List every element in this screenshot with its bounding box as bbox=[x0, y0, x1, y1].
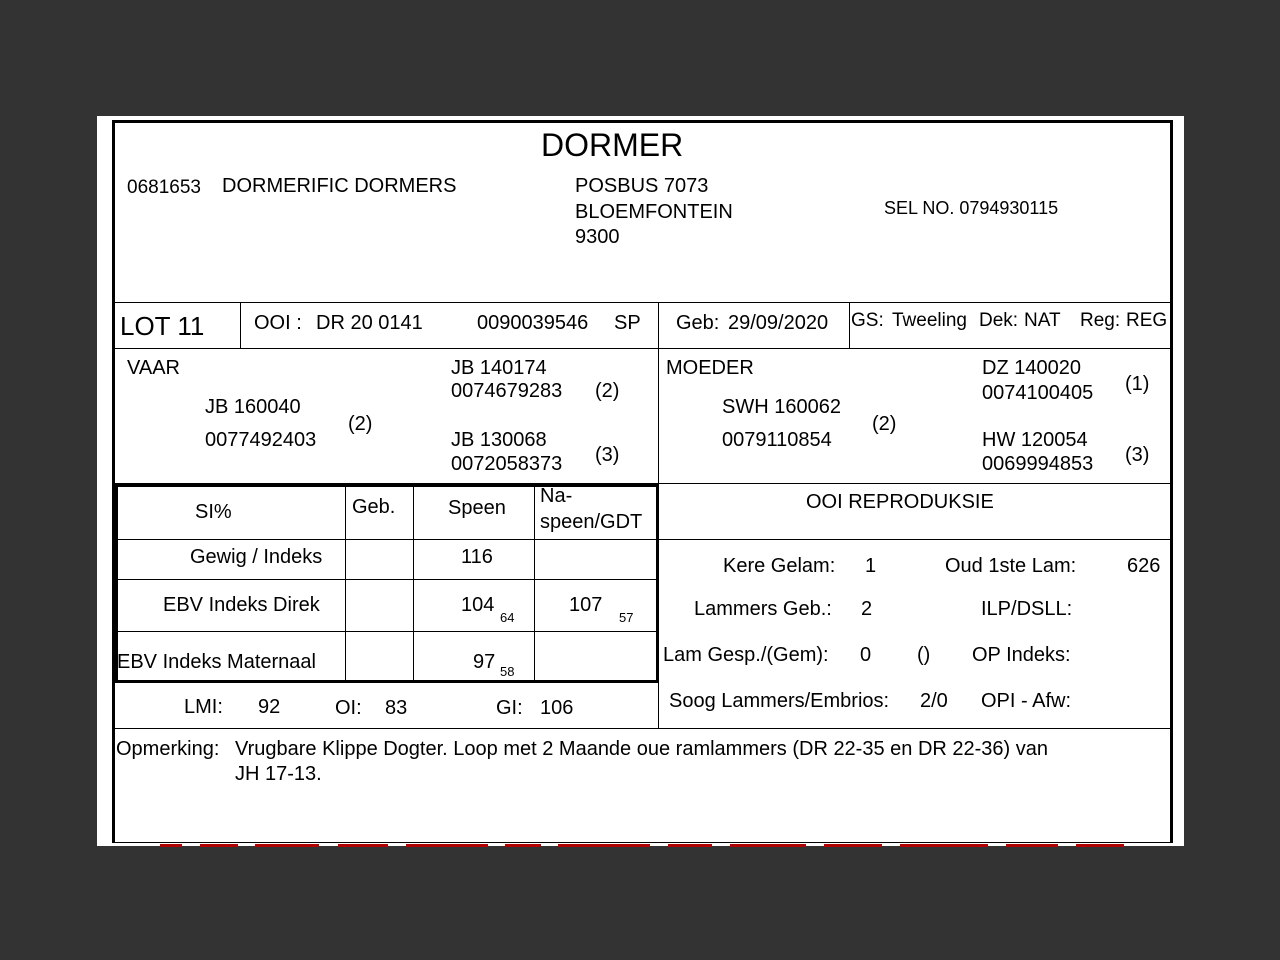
row-gewig-speen: 116 bbox=[461, 546, 493, 568]
remarks-line-2: JH 17-13. bbox=[235, 763, 322, 785]
dek-label: Dek: bbox=[979, 310, 1019, 331]
ooi-code: SP bbox=[614, 312, 641, 334]
vaar-dam-grade: (3) bbox=[595, 444, 620, 466]
vaar-dam-id: JB 130068 bbox=[451, 429, 547, 451]
kere-value: 1 bbox=[865, 555, 877, 577]
seller-code: 0681653 bbox=[127, 177, 201, 198]
lam-gesp-label: Lam Gesp./(Gem): bbox=[663, 644, 829, 666]
geb-date: 29/09/2020 bbox=[728, 312, 829, 334]
lot-number: LOT 11 bbox=[120, 311, 205, 341]
col-geb: Geb. bbox=[352, 496, 396, 518]
opi-label: OPI - Afw: bbox=[981, 690, 1072, 712]
moeder-dam-grade: (3) bbox=[1125, 444, 1150, 466]
col-na-line1: Na- bbox=[540, 485, 573, 507]
address-line-3: 9300 bbox=[575, 226, 620, 248]
oi-label: OI: bbox=[335, 697, 362, 719]
moeder-grade: (2) bbox=[872, 413, 897, 435]
row-gewig-label: Gewig / Indeks bbox=[190, 546, 323, 568]
divider-indices-bottom bbox=[115, 728, 1172, 729]
soog-label: Soog Lammers/Embrios: bbox=[669, 690, 890, 712]
reg-value: REG bbox=[1126, 310, 1168, 331]
divider-reproduction-left bbox=[658, 484, 659, 728]
seller-name: DORMERIFIC DORMERS bbox=[222, 175, 457, 197]
ooi-number: 0090039546 bbox=[477, 312, 589, 334]
sel-no: SEL NO. 0794930115 bbox=[884, 198, 1059, 218]
vaar-label: VAAR bbox=[127, 357, 180, 379]
perf-col-2 bbox=[413, 484, 414, 681]
perf-row-2 bbox=[115, 579, 658, 580]
op-label: OP Indeks: bbox=[972, 644, 1071, 666]
oud-label: Oud 1ste Lam: bbox=[945, 555, 1077, 577]
lammers-value: 2 bbox=[861, 598, 873, 620]
divider-lot-1 bbox=[240, 302, 241, 348]
ooi-label: OOI : bbox=[254, 312, 302, 334]
vaar-sire-number: 0074679283 bbox=[451, 380, 563, 402]
reproduction-title: OOI REPRODUKSIE bbox=[806, 491, 994, 513]
dek-value: NAT bbox=[1024, 310, 1061, 331]
moeder-id: SWH 160062 bbox=[722, 396, 841, 418]
divider-lot-bottom bbox=[115, 348, 1172, 349]
col-speen: Speen bbox=[448, 497, 506, 519]
vaar-dam-number: 0072058373 bbox=[451, 453, 563, 475]
perf-col-1 bbox=[345, 484, 346, 681]
address-line-2: BLOEMFONTEIN bbox=[575, 201, 733, 223]
vaar-number: 0077492403 bbox=[205, 429, 317, 451]
col-si: SI% bbox=[195, 501, 232, 523]
soog-value: 2/0 bbox=[920, 690, 948, 712]
lmi-value: 92 bbox=[258, 696, 281, 718]
perf-table-bottom bbox=[115, 680, 659, 683]
divider-lot-top bbox=[115, 302, 1172, 303]
row-direk-na: 107 bbox=[569, 594, 603, 616]
row-maternaal-label: EBV Indeks Maternaal bbox=[117, 651, 316, 673]
reg-label: Reg: bbox=[1080, 310, 1121, 331]
moeder-sire-id: DZ 140020 bbox=[982, 357, 1081, 379]
geb-label: Geb: bbox=[676, 312, 720, 334]
row-direk-speen-sub: 64 bbox=[500, 610, 515, 625]
footer-cut-text bbox=[160, 843, 1140, 847]
moeder-sire-grade: (1) bbox=[1125, 373, 1150, 395]
row-direk-label: EBV Indeks Direk bbox=[163, 594, 320, 616]
vaar-sire-id: JB 140174 bbox=[451, 357, 547, 379]
remarks-line-1: Vrugbare Klippe Dogter. Loop met 2 Maande oue ramlammers (DR 22-35 en DR 22-36) van bbox=[235, 738, 1049, 760]
moeder-dam-number: 0069994853 bbox=[982, 453, 1094, 475]
remarks-label: Opmerking: bbox=[116, 738, 220, 760]
breed-title: DORMER bbox=[541, 127, 684, 163]
col-na-line2: speen/GDT bbox=[540, 511, 643, 533]
gs-label: GS: bbox=[851, 310, 884, 331]
address-line-1: POSBUS 7073 bbox=[575, 175, 709, 197]
oud-value: 626 bbox=[1127, 555, 1161, 577]
gi-value: 106 bbox=[540, 697, 574, 719]
moeder-dam-id: HW 120054 bbox=[982, 429, 1088, 451]
vaar-sire-grade: (2) bbox=[595, 380, 620, 402]
moeder-sire-number: 0074100405 bbox=[982, 382, 1094, 404]
card-border bbox=[112, 120, 1173, 842]
moeder-label: MOEDER bbox=[666, 357, 754, 379]
gi-label: GI: bbox=[496, 697, 523, 719]
divider-lot-2 bbox=[658, 302, 659, 348]
row-maternaal-speen-sub: 58 bbox=[500, 664, 515, 679]
perf-col-3 bbox=[534, 484, 535, 681]
row-direk-speen: 104 bbox=[461, 594, 495, 616]
perf-row-1 bbox=[115, 539, 1172, 540]
gs-value: Tweeling bbox=[892, 310, 967, 331]
kere-label: Kere Gelam: bbox=[723, 555, 836, 577]
ooi-id: DR 20 0141 bbox=[316, 312, 423, 334]
row-direk-na-sub: 57 bbox=[619, 610, 634, 625]
ilp-label: ILP/DSLL: bbox=[981, 598, 1073, 620]
lammers-label: Lammers Geb.: bbox=[694, 598, 832, 620]
moeder-number: 0079110854 bbox=[722, 429, 832, 451]
divider-lot-3 bbox=[849, 302, 850, 348]
lmi-label: LMI: bbox=[184, 696, 223, 718]
row-maternaal-speen: 97 bbox=[473, 651, 496, 673]
lam-gesp-paren: () bbox=[917, 644, 931, 666]
vaar-id: JB 160040 bbox=[205, 396, 301, 418]
vaar-grade: (2) bbox=[348, 413, 373, 435]
perf-row-3 bbox=[115, 631, 658, 632]
divider-pedigree-middle bbox=[658, 348, 659, 484]
perf-table-top bbox=[115, 484, 659, 487]
oi-value: 83 bbox=[385, 697, 408, 719]
lam-gesp-value: 0 bbox=[860, 644, 872, 666]
